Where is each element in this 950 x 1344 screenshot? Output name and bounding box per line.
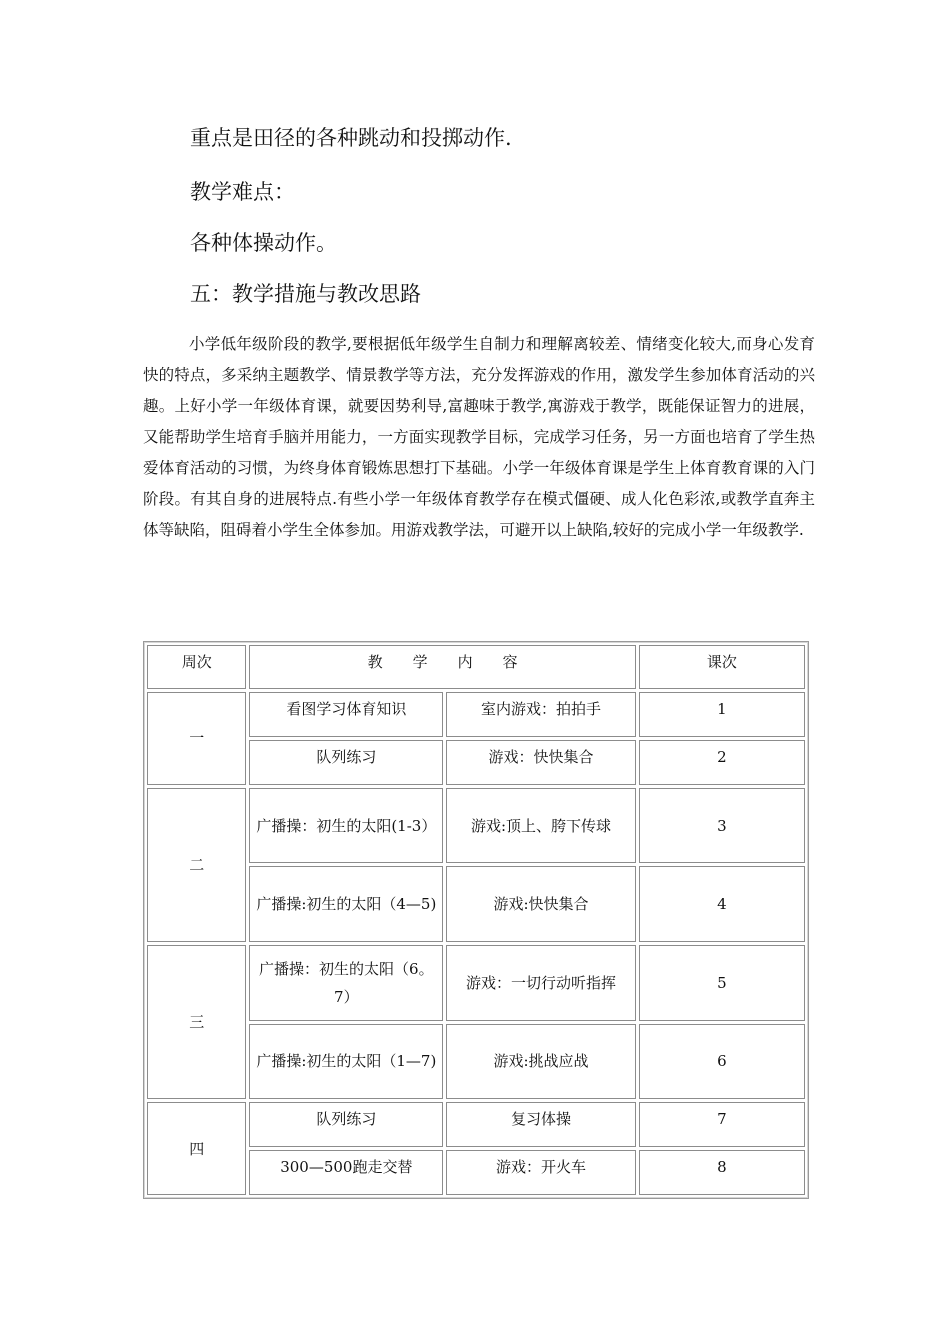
week-cell: 四	[147, 1102, 246, 1195]
table-row	[147, 945, 805, 1021]
schedule-table	[143, 641, 809, 1199]
activity-cell: 游戏:顶上、胯下传球	[446, 788, 636, 864]
activity-cell: 游戏：开火车	[446, 1150, 636, 1195]
lesson-cell: 7	[639, 1102, 805, 1147]
lesson-cell: 5	[639, 945, 805, 1021]
content-cell: 看图学习体育知识	[249, 692, 443, 737]
week-cell: 一	[147, 692, 246, 785]
activity-cell: 复习体操	[446, 1102, 636, 1147]
lesson-cell: 1	[639, 692, 805, 737]
lesson-cell: 8	[639, 1150, 805, 1195]
content-cell: 广播操:初生的太阳（1—7)	[249, 1024, 443, 1100]
lesson-cell: 6	[639, 1024, 805, 1100]
paragraph-text: 小学低年级阶段的教学,要根据低年级学生自制力和理解离较差、情绪变化较大,而身心发育快的特点，多采纳主题教学、情景教学等方法，充分发挥游戏的作用，激发学生参加体育活动的兴趣。上好小学一年级体育课，就要因势利导,富趣味于教学,寓游戏于教学，既能保证智力的进展，又能帮助学生培育手脑并用能力，一方面实现教学目标，完成学习任务，另一方面也培育了学生热爱体育活动的习惯，为终身体育锻炼思想打下基础。小学一年级体育课是学生上体育教育课的入门阶段。有其自身的进展特点.有些小学一年级体育教学存在模式僵硬、成人化色彩浓,或教学直奔主体等缺陷，阻碍着小学生全体参加。用游戏教学法，可避开以上缺陷,较好的完成小学一年级教学.	[143, 335, 815, 539]
table-row	[147, 692, 805, 737]
table-header-row	[147, 645, 805, 689]
content-cell: 广播操:初生的太阳（4—5)	[249, 866, 443, 942]
content-cell: 300—500跑走交替	[249, 1150, 443, 1195]
header-week: 周次	[147, 645, 246, 689]
table-row	[147, 788, 805, 864]
header-lesson: 课次	[639, 645, 805, 689]
week-cell: 三	[147, 945, 246, 1099]
activity-cell: 游戏：一切行动听指挥	[446, 945, 636, 1021]
activity-cell: 室内游戏：拍拍手	[446, 692, 636, 737]
line-difficulty: 各种体操动作。	[190, 231, 337, 255]
line-difficulty-label: 教学难点：	[190, 180, 295, 204]
line-key-points: 重点是田径的各种跳动和投掷动作.	[190, 126, 512, 150]
content-cell: 广播操：初生的太阳(1-3）	[249, 788, 443, 864]
activity-cell: 游戏：快快集合	[446, 740, 636, 785]
header-content: 教 学 内 容	[249, 645, 635, 689]
activity-cell: 游戏:挑战应战	[446, 1024, 636, 1100]
table-row	[147, 1102, 805, 1147]
content-cell: 队列练习	[249, 1102, 443, 1147]
teaching-paragraph	[143, 329, 815, 546]
section-heading-5: 五：教学措施与教改思路	[190, 282, 421, 306]
content-cell: 广播操：初生的太阳（6。7）	[249, 945, 443, 1021]
lesson-cell: 4	[639, 866, 805, 942]
lesson-cell: 2	[639, 740, 805, 785]
activity-cell: 游戏:快快集合	[446, 866, 636, 942]
lesson-cell: 3	[639, 788, 805, 864]
content-cell: 队列练习	[249, 740, 443, 785]
week-cell: 二	[147, 788, 246, 942]
